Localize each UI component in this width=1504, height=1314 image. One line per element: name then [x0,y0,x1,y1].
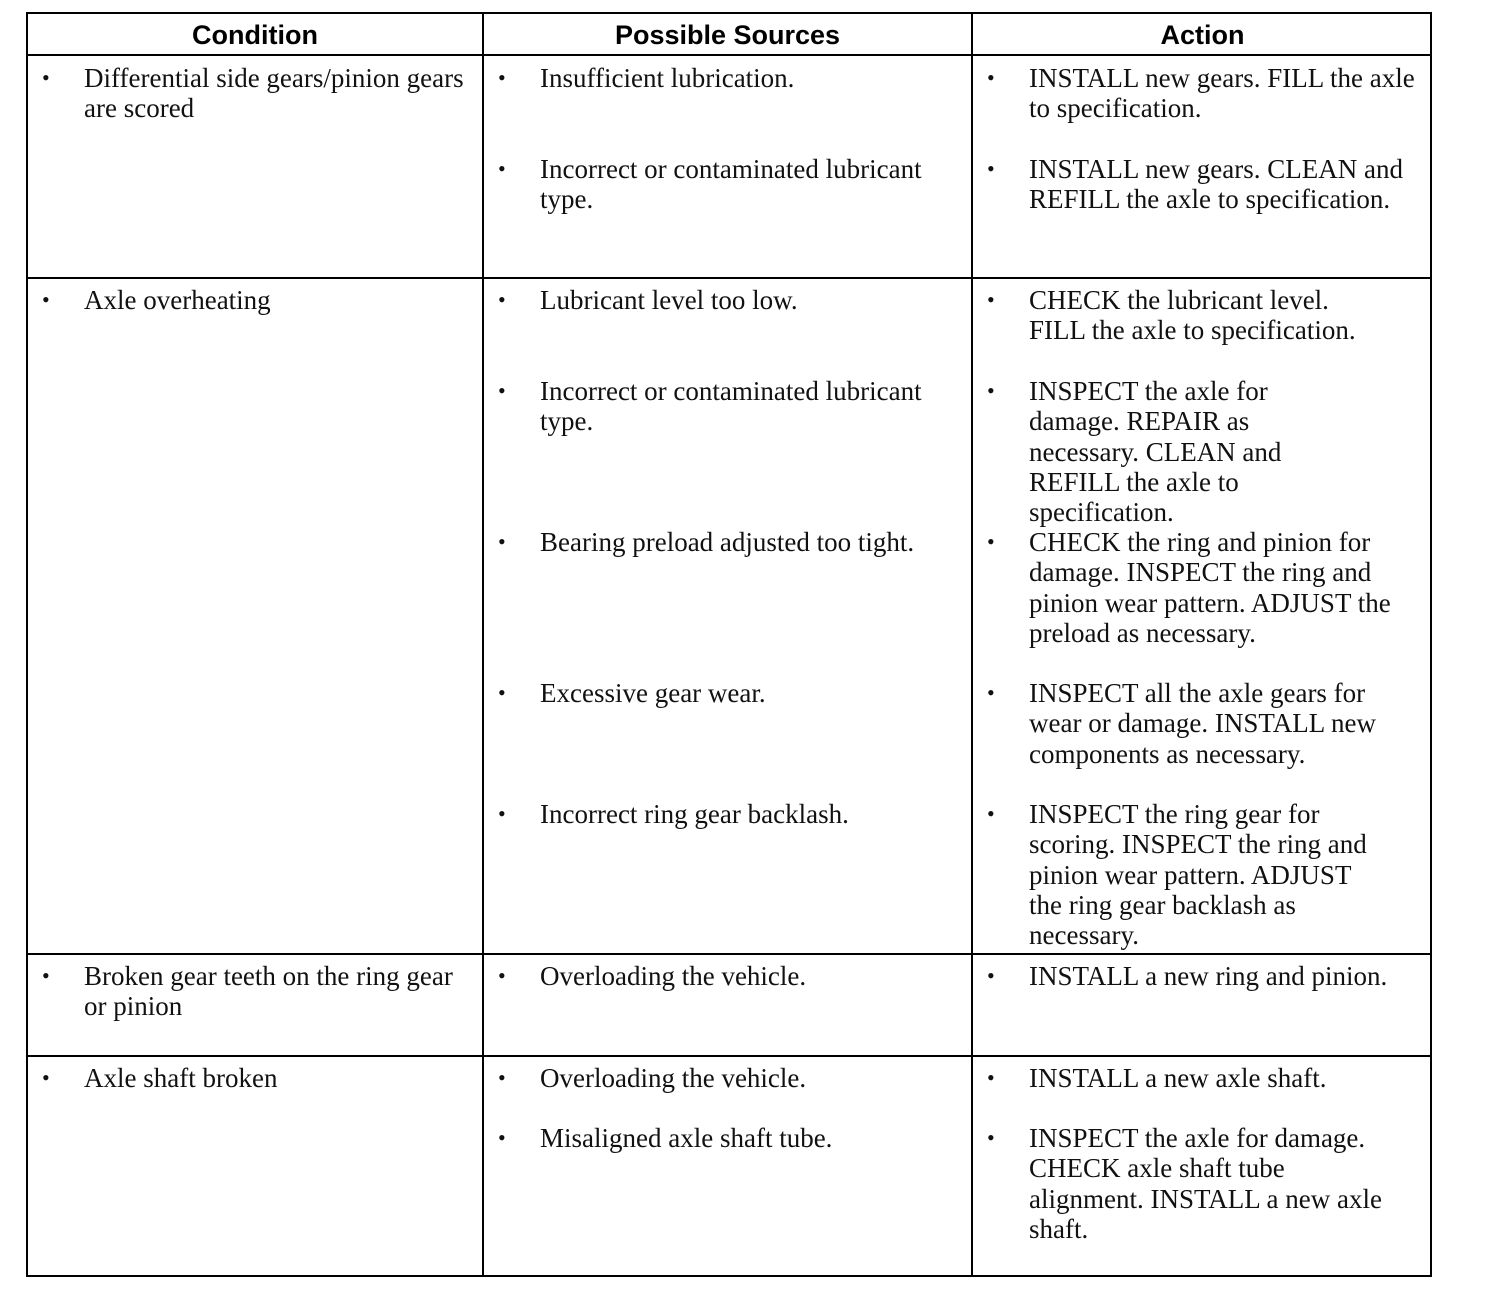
source-cell: • Bearing preload adjusted too tight. [498,527,915,557]
condition-cell: • Broken gear teeth on the ring gear or pinion [42,961,453,1022]
row-divider [28,1055,1430,1057]
action-cell: • INSPECT all the axle gears for wear or damage. INSTALL new components as necessary. [987,678,1376,769]
header-possible-sources: Possible Sources [614,19,841,50]
bullet-icon: • [498,287,506,312]
source-cell: • Lubricant level too low. [498,285,798,315]
action-cell: • INSTALL new gears. CLEAN and REFILL the axle to specification. [987,154,1403,215]
bullet-icon: • [987,65,995,90]
source-cell: • Incorrect or contaminated lubricant type. [498,376,922,437]
troubleshooting-table [26,12,1432,1277]
bullet-icon: • [987,680,995,705]
bullet-icon: • [498,1125,506,1150]
bullet-icon: • [987,963,995,988]
action-cell: • INSTALL a new axle shaft. [987,1063,1327,1093]
action-cell: • CHECK the ring and pinion for damage. INSPECT the ring and pinion wear pattern. ADJUST the preload as necessary. [987,527,1391,648]
bullet-icon: • [42,1065,50,1090]
bullet-icon: • [498,1065,506,1090]
condition-cell: • Axle shaft broken [42,1063,278,1093]
header-action: Action [1160,19,1245,50]
source-cell: • Excessive gear wear. [498,678,766,708]
source-cell: • Incorrect ring gear backlash. [498,799,849,829]
source-cell: • Overloading the vehicle. [498,1063,807,1093]
action-cell: • INSTALL new gears. FILL the axle to specification. [987,63,1415,124]
bullet-icon: • [498,65,506,90]
bullet-icon: • [987,1125,995,1150]
bullet-icon: • [498,529,506,554]
header-condition: Condition [192,19,318,50]
bullet-icon: • [987,156,995,181]
bullet-icon: • [498,156,506,181]
bullet-icon: • [498,378,506,403]
bullet-icon: • [42,287,50,312]
bullet-icon: • [42,963,50,988]
action-cell: • INSPECT the axle for damage. REPAIR as necessary. CLEAN and REFILL the axle to specification. [987,376,1282,528]
source-cell: • Insufficient lubrication. [498,63,795,93]
bullet-icon: • [498,963,506,988]
source-cell: • Misaligned axle shaft tube. [498,1123,833,1153]
bullet-icon: • [987,1065,995,1090]
action-cell: • INSPECT the axle for damage. CHECK axle shaft tube alignment. INSTALL a new axle shaft. [987,1123,1382,1244]
condition-cell: • Differential side gears/pinion gears are scored [42,63,464,124]
action-cell: • INSTALL a new ring and pinion. [987,961,1388,991]
bullet-icon: • [498,801,506,826]
row-divider [28,277,1430,279]
bullet-icon: • [498,680,506,705]
action-cell: • INSPECT the ring gear for scoring. INSPECT the ring and pinion wear pattern. ADJUST the ring gear backlash as necessary. [987,799,1367,951]
bullet-icon: • [42,65,50,90]
bullet-icon: • [987,529,995,554]
bullet-icon: • [987,287,995,312]
row-divider [28,953,1430,955]
action-cell: • CHECK the lubricant level. FILL the axle to specification. [987,285,1356,346]
condition-cell: • Axle overheating [42,285,271,315]
bullet-icon: • [987,801,995,826]
bullet-icon: • [987,378,995,403]
source-cell: • Overloading the vehicle. [498,961,807,991]
source-cell: • Incorrect or contaminated lubricant type. [498,154,922,215]
